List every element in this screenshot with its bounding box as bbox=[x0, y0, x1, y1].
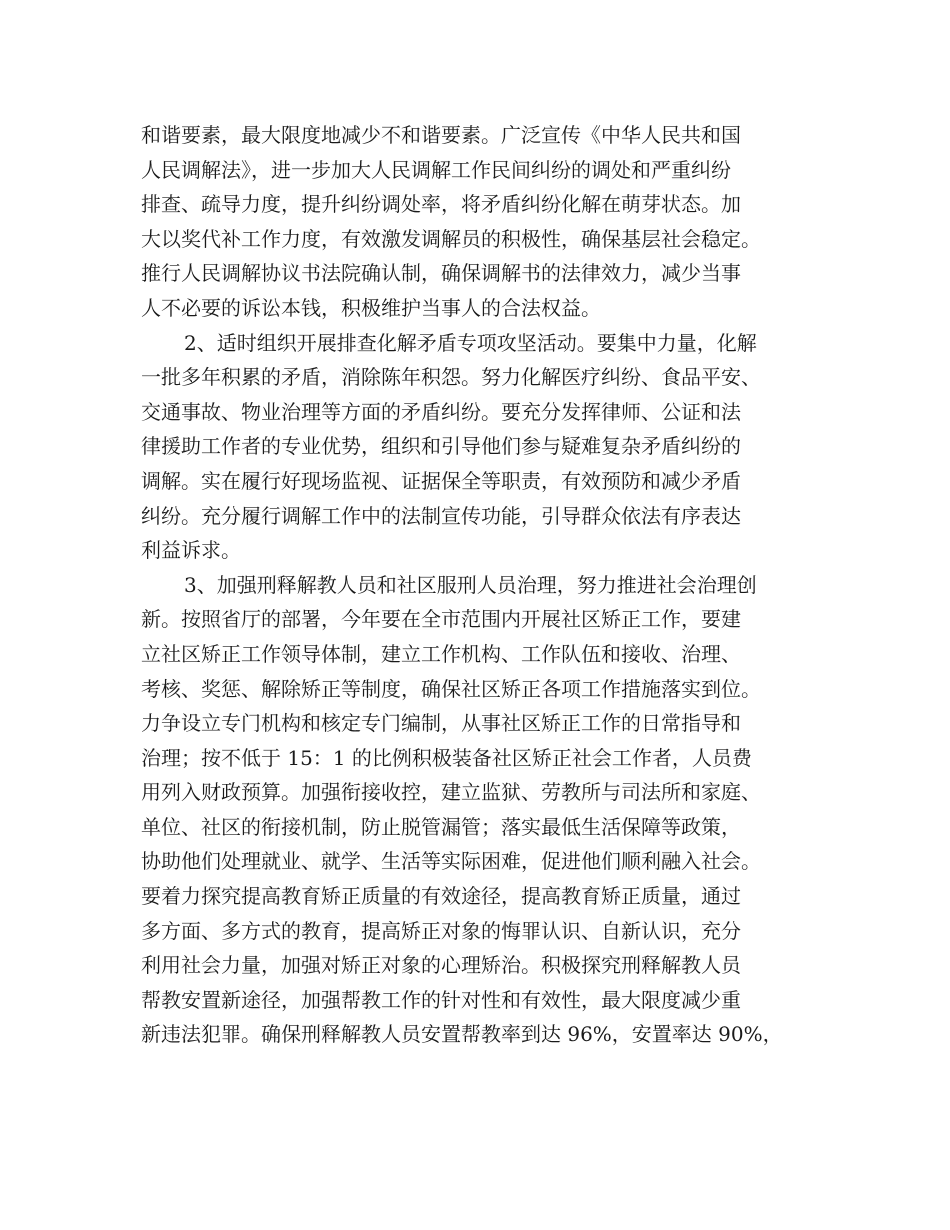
text-line: 排查、疏导力度，提升纠纷调处率，将矛盾纠纷化解在萌芽状态。加 bbox=[141, 192, 741, 217]
text-line: 协助他们处理就业、就学、生活等实际困难，促进他们顺利融入社会。 bbox=[141, 849, 761, 874]
text-line: 推行人民调解协议书法院确认制，确保调解书的法律效力，减少当事 bbox=[141, 261, 741, 286]
text-line: 律援助工作者的专业优势，组织和引导他们参与疑难复杂矛盾纠纷的 bbox=[141, 434, 741, 459]
text-line: 帮教安置新途径，加强帮教工作的针对性和有效性，最大限度减少重 bbox=[141, 987, 741, 1012]
paragraph-item-3 bbox=[141, 568, 821, 1052]
text-line: 利益诉求。 bbox=[141, 538, 241, 563]
text-line: 调解。实在履行好现场监视、证据保全等职责，有效预防和减少矛盾 bbox=[141, 468, 741, 493]
text-line: 考核、奖惩、解除矫正等制度，确保社区矫正各项工作措施落实到位。 bbox=[141, 676, 761, 701]
text-line: 治理；按不低于 15：1 的比例积极装备社区矫正社会工作者，人员费 bbox=[141, 745, 752, 770]
text-line: 一批多年积累的矛盾，消除陈年积怨。努力化解医疗纠纷、食品平安、 bbox=[141, 365, 761, 390]
text-line: 和谐要素，最大限度地减少不和谐要素。广泛宣传《中华人民共和国 bbox=[141, 123, 741, 147]
text-line: 力争设立专门机构和核定专门编制，从事社区矫正工作的日常指导和 bbox=[141, 711, 741, 736]
text-line: 多方面、多方式的教育，提高矫正对象的悔罪认识、自新认识，充分 bbox=[141, 918, 741, 943]
text-line: 人民调解法》，进一步加大人民调解工作民间纠纷的调处和严重纠纷 bbox=[141, 157, 731, 182]
text-line: 大以奖代补工作力度，有效激发调解员的积极性，确保基层社会稳定。 bbox=[141, 226, 761, 251]
text-line: 纠纷。充分履行调解工作中的法制宣传功能，引导群众依法有序表达 bbox=[141, 503, 741, 528]
text-line: 利用社会力量，加强对矫正对象的心理矫治。积极探究刑释解教人员 bbox=[141, 953, 741, 978]
text-line: 用列入财政预算。加强衔接收控，建立监狱、劳教所与司法所和家庭、 bbox=[141, 780, 761, 805]
text-line: 3、加强刑释解教人员和社区服刑人员治理，努力推进社会治理创 bbox=[184, 572, 757, 597]
text-line: 单位、社区的衔接机制，防止脱管漏管；落实最低生活保障等政策， bbox=[141, 814, 741, 839]
text-line: 人不必要的诉讼本钱，积极维护当事人的合法权益。 bbox=[141, 295, 601, 320]
text-line: 新违法犯罪。确保刑释解教人员安置帮教率到达 96%，安置率达 90%， bbox=[141, 1022, 783, 1047]
text-line: 新。按照省厅的部署，今年要在全市范围内开展社区矫正工作，要建 bbox=[141, 607, 741, 632]
paragraph-mediation bbox=[141, 118, 821, 326]
text-line: 要着力探究提高教育矫正质量的有效途径，提高教育矫正质量，通过 bbox=[141, 884, 741, 909]
text-line: 2、适时组织开展排查化解矛盾专项攻坚活动。要集中力量，化解 bbox=[184, 330, 757, 355]
body-text bbox=[141, 118, 821, 1052]
paragraph-item-2 bbox=[141, 326, 821, 568]
text-line: 交通事故、物业治理等方面的矛盾纠纷。要充分发挥律师、公证和法 bbox=[141, 399, 741, 424]
text-line: 立社区矫正工作领导体制，建立工作机构、工作队伍和接收、治理、 bbox=[141, 641, 741, 666]
